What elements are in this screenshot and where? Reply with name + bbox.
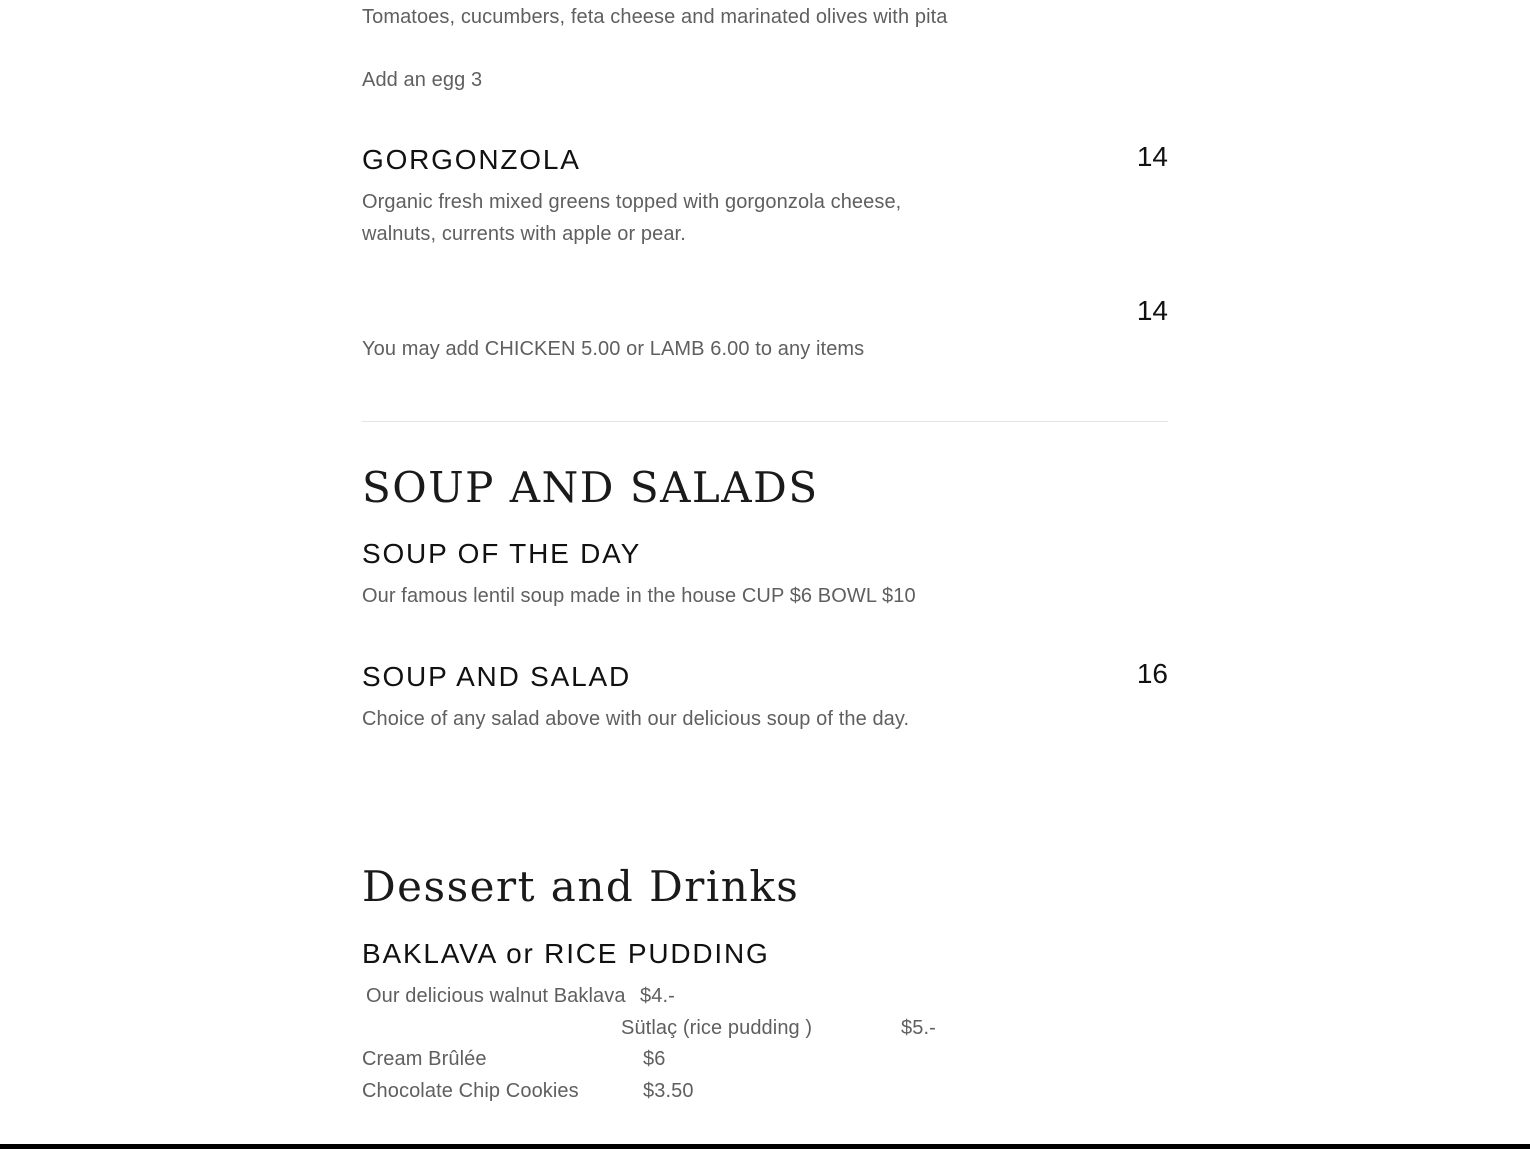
menu-item-description: Our famous lentil soup made in the house CUP $6 BOWL $10 xyxy=(362,585,916,607)
menu-item-description: walnuts, currents with apple or pear. xyxy=(362,223,686,245)
section-divider xyxy=(362,421,1168,422)
menu-item-title: BAKLAVA or RICE PUDDING xyxy=(362,938,770,969)
dessert-price: $6 xyxy=(643,1048,666,1070)
menu-item-description: Organic fresh mixed greens topped with gorgonzola cheese, xyxy=(362,191,902,213)
dessert-price: $5.- xyxy=(901,1017,936,1039)
dessert-price: $4.- xyxy=(640,985,675,1007)
menu-content xyxy=(362,0,1168,1149)
footer-bar xyxy=(0,1144,1530,1149)
dessert-price: $3.50 xyxy=(643,1080,694,1102)
section-title-dessert-and-drinks: Dessert and Drinks xyxy=(362,862,800,911)
dessert-name: Chocolate Chip Cookies xyxy=(362,1080,579,1102)
section-title-soup-and-salads: SOUP AND SALADS xyxy=(362,463,819,512)
add-protein-note: You may add CHICKEN 5.00 or LAMB 6.00 to any items xyxy=(362,338,865,360)
dessert-name: Our delicious walnut Baklava xyxy=(366,985,626,1007)
greek-salad-description: Tomatoes, cucumbers, feta cheese and marinated olives with pita xyxy=(362,6,948,28)
menu-item-description: Choice of any salad above with our delicious soup of the day. xyxy=(362,708,910,730)
menu-item-price: 14 xyxy=(1136,295,1168,326)
menu-item-title: GORGONZOLA xyxy=(362,144,581,175)
dessert-name: Cream Brûlée xyxy=(362,1048,487,1070)
dessert-name: Sütlaç (rice pudding ) xyxy=(621,1017,813,1039)
menu-item-title: SOUP OF THE DAY xyxy=(362,538,642,569)
greek-salad-addon: Add an egg 3 xyxy=(362,69,483,91)
menu-item-price: 16 xyxy=(1136,658,1168,689)
menu-item-title: SOUP AND SALAD xyxy=(362,661,631,692)
menu-item-price: 14 xyxy=(1136,141,1168,172)
